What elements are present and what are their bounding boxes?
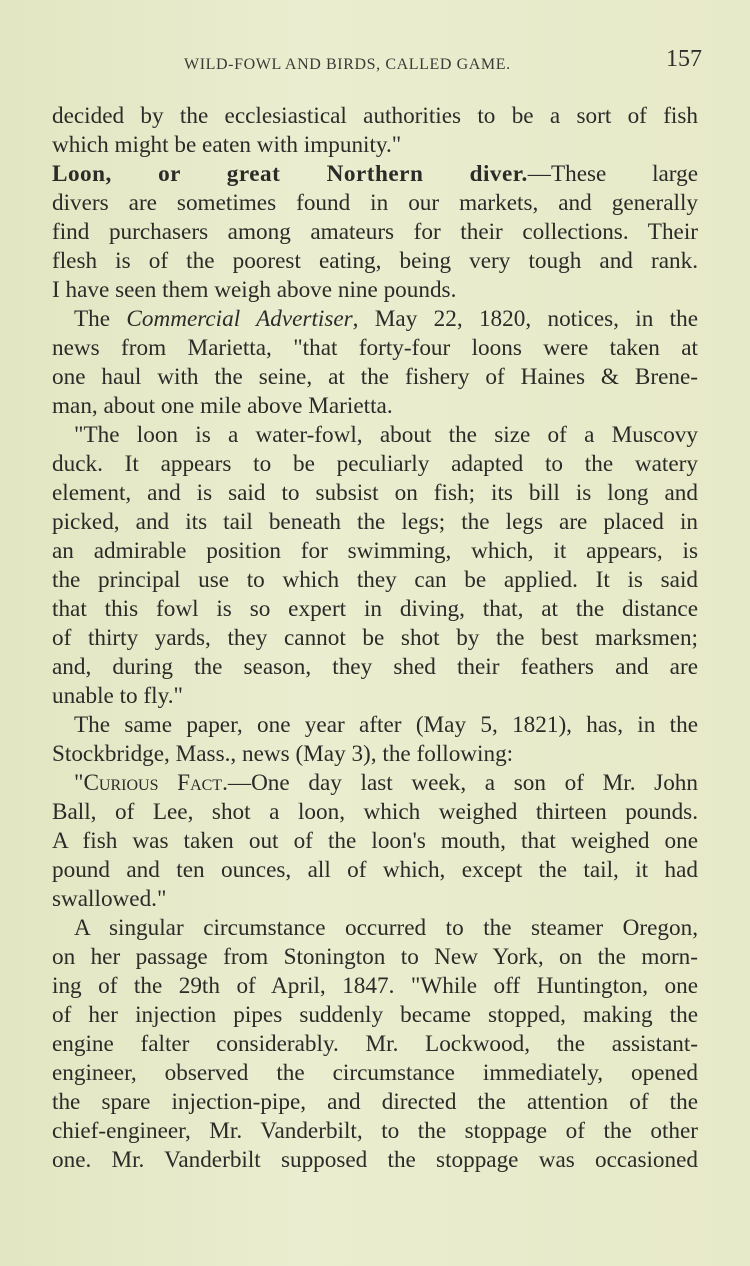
text-line: unable to fly." <box>52 683 183 709</box>
text-line: swallowed." <box>52 886 167 912</box>
text-line: man, about one mile above Marietta. <box>52 393 393 419</box>
text-line: "The loon is a water-fowl, about the size of a Muscovy <box>74 422 698 448</box>
text-line: which might be eaten with impunity." <box>52 132 402 158</box>
text-line: pound and ten ounces, all of which, except the tail, it had <box>52 857 698 883</box>
text-line: I have seen them weigh above nine pounds. <box>52 277 457 303</box>
text-line: Ball, of Lee, shot a loon, which weighed thirteen pounds. <box>52 799 698 825</box>
text-line: of her injection pipes suddenly became stopped, making the <box>52 1002 698 1028</box>
text-line: one. Mr. Vanderbilt supposed the stoppage was occasioned <box>52 1147 698 1173</box>
small-caps-heading: Curious Fact <box>83 770 223 796</box>
text-segment: , May 22, 1820, notices, in the <box>352 306 698 332</box>
running-head: WILD-FOWL AND BIRDS, CALLED GAME. <box>184 56 511 73</box>
text-segment: The <box>74 306 127 332</box>
text-line: A singular circumstance occurred to the steamer Oregon, <box>74 915 698 941</box>
text-segment: " <box>74 770 84 796</box>
text-line: A fish was taken out of the loon's mouth, that weighed one <box>52 828 698 854</box>
text-line: engineer, observed the circumstance immediately, opened <box>52 1060 698 1086</box>
text-line: divers are sometimes found in our markets, and generally <box>52 190 698 216</box>
text-line: chief-engineer, Mr. Vanderbilt, to the stoppage of the other <box>52 1118 698 1144</box>
text-line: news from Marietta, "that forty-four loons were taken at <box>52 335 698 361</box>
text-line <box>52 160 698 189</box>
text-line <box>52 305 698 334</box>
page-header <box>52 44 702 84</box>
text-line: engine falter considerably. Mr. Lockwood, the assistant- <box>52 1031 698 1057</box>
text-line: of thirty yards, they cannot be shot by the best marksmen; <box>52 625 698 651</box>
entry-heading: Loon, or great Northern diver. <box>52 161 528 187</box>
text-line: find purchasers among amateurs for their collections. Their <box>52 219 698 245</box>
text-segment: .—One day last week, a son of Mr. John <box>222 770 698 796</box>
text-line: decided by the ecclesiastical authorities to be a sort of fish <box>52 103 698 129</box>
text-line: the principal use to which they can be applied. It is said <box>52 567 698 593</box>
text-line: an admirable position for swimming, which, it appears, is <box>52 538 698 564</box>
text-line: element, and is said to subsist on fish; its bill is long and <box>52 480 698 506</box>
text-line: and, during the season, they shed their feathers and are <box>52 654 698 680</box>
text-line: picked, and its tail beneath the legs; the legs are placed in <box>52 509 698 535</box>
entry-heading-rest: —These large <box>527 161 698 187</box>
publication-title: Commercial Advertiser <box>126 306 353 332</box>
page-number: 157 <box>666 46 702 72</box>
text-line: that this fowl is so expert in diving, that, at the distance <box>52 596 698 622</box>
text-line: flesh is of the poorest eating, being very tough and rank. <box>52 248 698 274</box>
text-line: duck. It appears to be peculiarly adapted to the watery <box>52 451 698 477</box>
body-text <box>52 102 698 1175</box>
text-line: one haul with the seine, at the fishery of Haines & Brene- <box>52 364 698 390</box>
text-line: on her passage from Stonington to New York, on the morn- <box>52 944 698 970</box>
text-line <box>52 769 698 798</box>
text-line: ing of the 29th of April, 1847. "While off Huntington, one <box>52 973 698 999</box>
text-line: The same paper, one year after (May 5, 1821), has, in the <box>74 712 698 738</box>
text-line: Stockbridge, Mass., news (May 3), the following: <box>52 741 514 767</box>
text-line: the spare injection-pipe, and directed the attention of the <box>52 1089 698 1115</box>
